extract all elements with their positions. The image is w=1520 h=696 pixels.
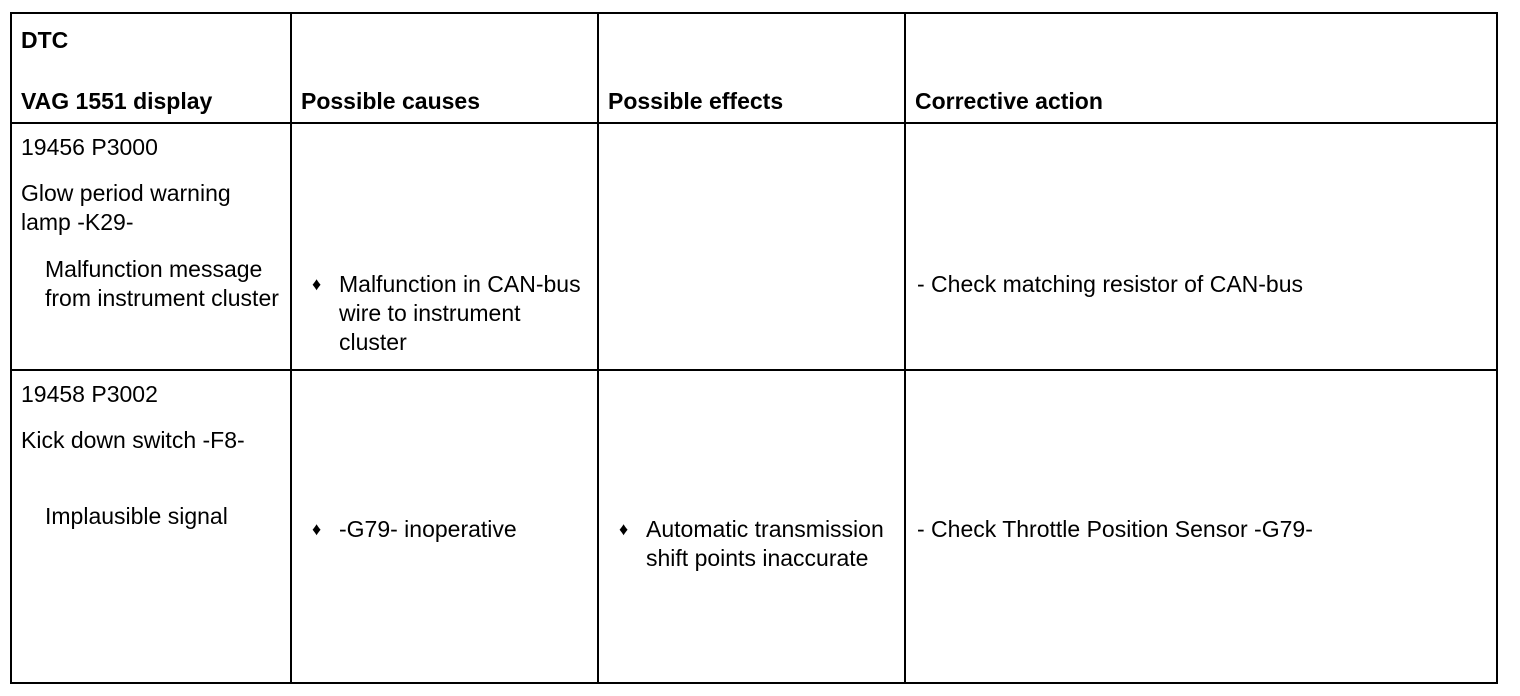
table-row [11,370,1497,683]
bullet-icon: ♦ [312,519,322,539]
header-action: Corrective action [915,88,1103,114]
dtc-cell [11,370,291,683]
dtc-component: Kick down switch -F8- [21,427,245,453]
action-cell [905,123,1497,370]
effect-cell [598,370,905,683]
table-header-row [11,13,1497,123]
header-cell-causes [291,13,598,123]
header-display: VAG 1551 display [21,88,213,114]
cause-text: Malfunction in CAN-bus wire to instrument cluster [339,271,581,355]
effect-cell [598,123,905,370]
dtc-symptom: Implausible signal [45,503,228,529]
header-effects: Possible effects [608,88,784,114]
action-text: - Check matching resistor of CAN-bus [917,271,1304,297]
action-cell [905,370,1497,683]
header-cell-effects [598,13,905,123]
dtc-cell [11,123,291,370]
bullet-icon: ♦ [312,274,322,294]
effect-text: Automatic transmission shift points inaccurate [646,516,884,571]
dtc-table [10,12,1498,684]
header-cell-dtc [11,13,291,123]
table-row [11,123,1497,370]
header-dtc: DTC [21,27,69,53]
cause-cell [291,370,598,683]
dtc-code: 19458 P3002 [21,381,158,407]
cause-text: -G79- inoperative [339,516,517,542]
dtc-component: Glow period warning lamp -K29- [21,180,231,235]
dtc-symptom: Malfunction message from instrument cluster [45,256,279,311]
header-causes: Possible causes [301,88,480,114]
header-cell-action [905,13,1497,123]
action-text: - Check Throttle Position Sensor -G79- [917,516,1313,542]
cause-cell [291,123,598,370]
bullet-icon: ♦ [619,519,629,539]
dtc-code: 19456 P3000 [21,134,158,160]
